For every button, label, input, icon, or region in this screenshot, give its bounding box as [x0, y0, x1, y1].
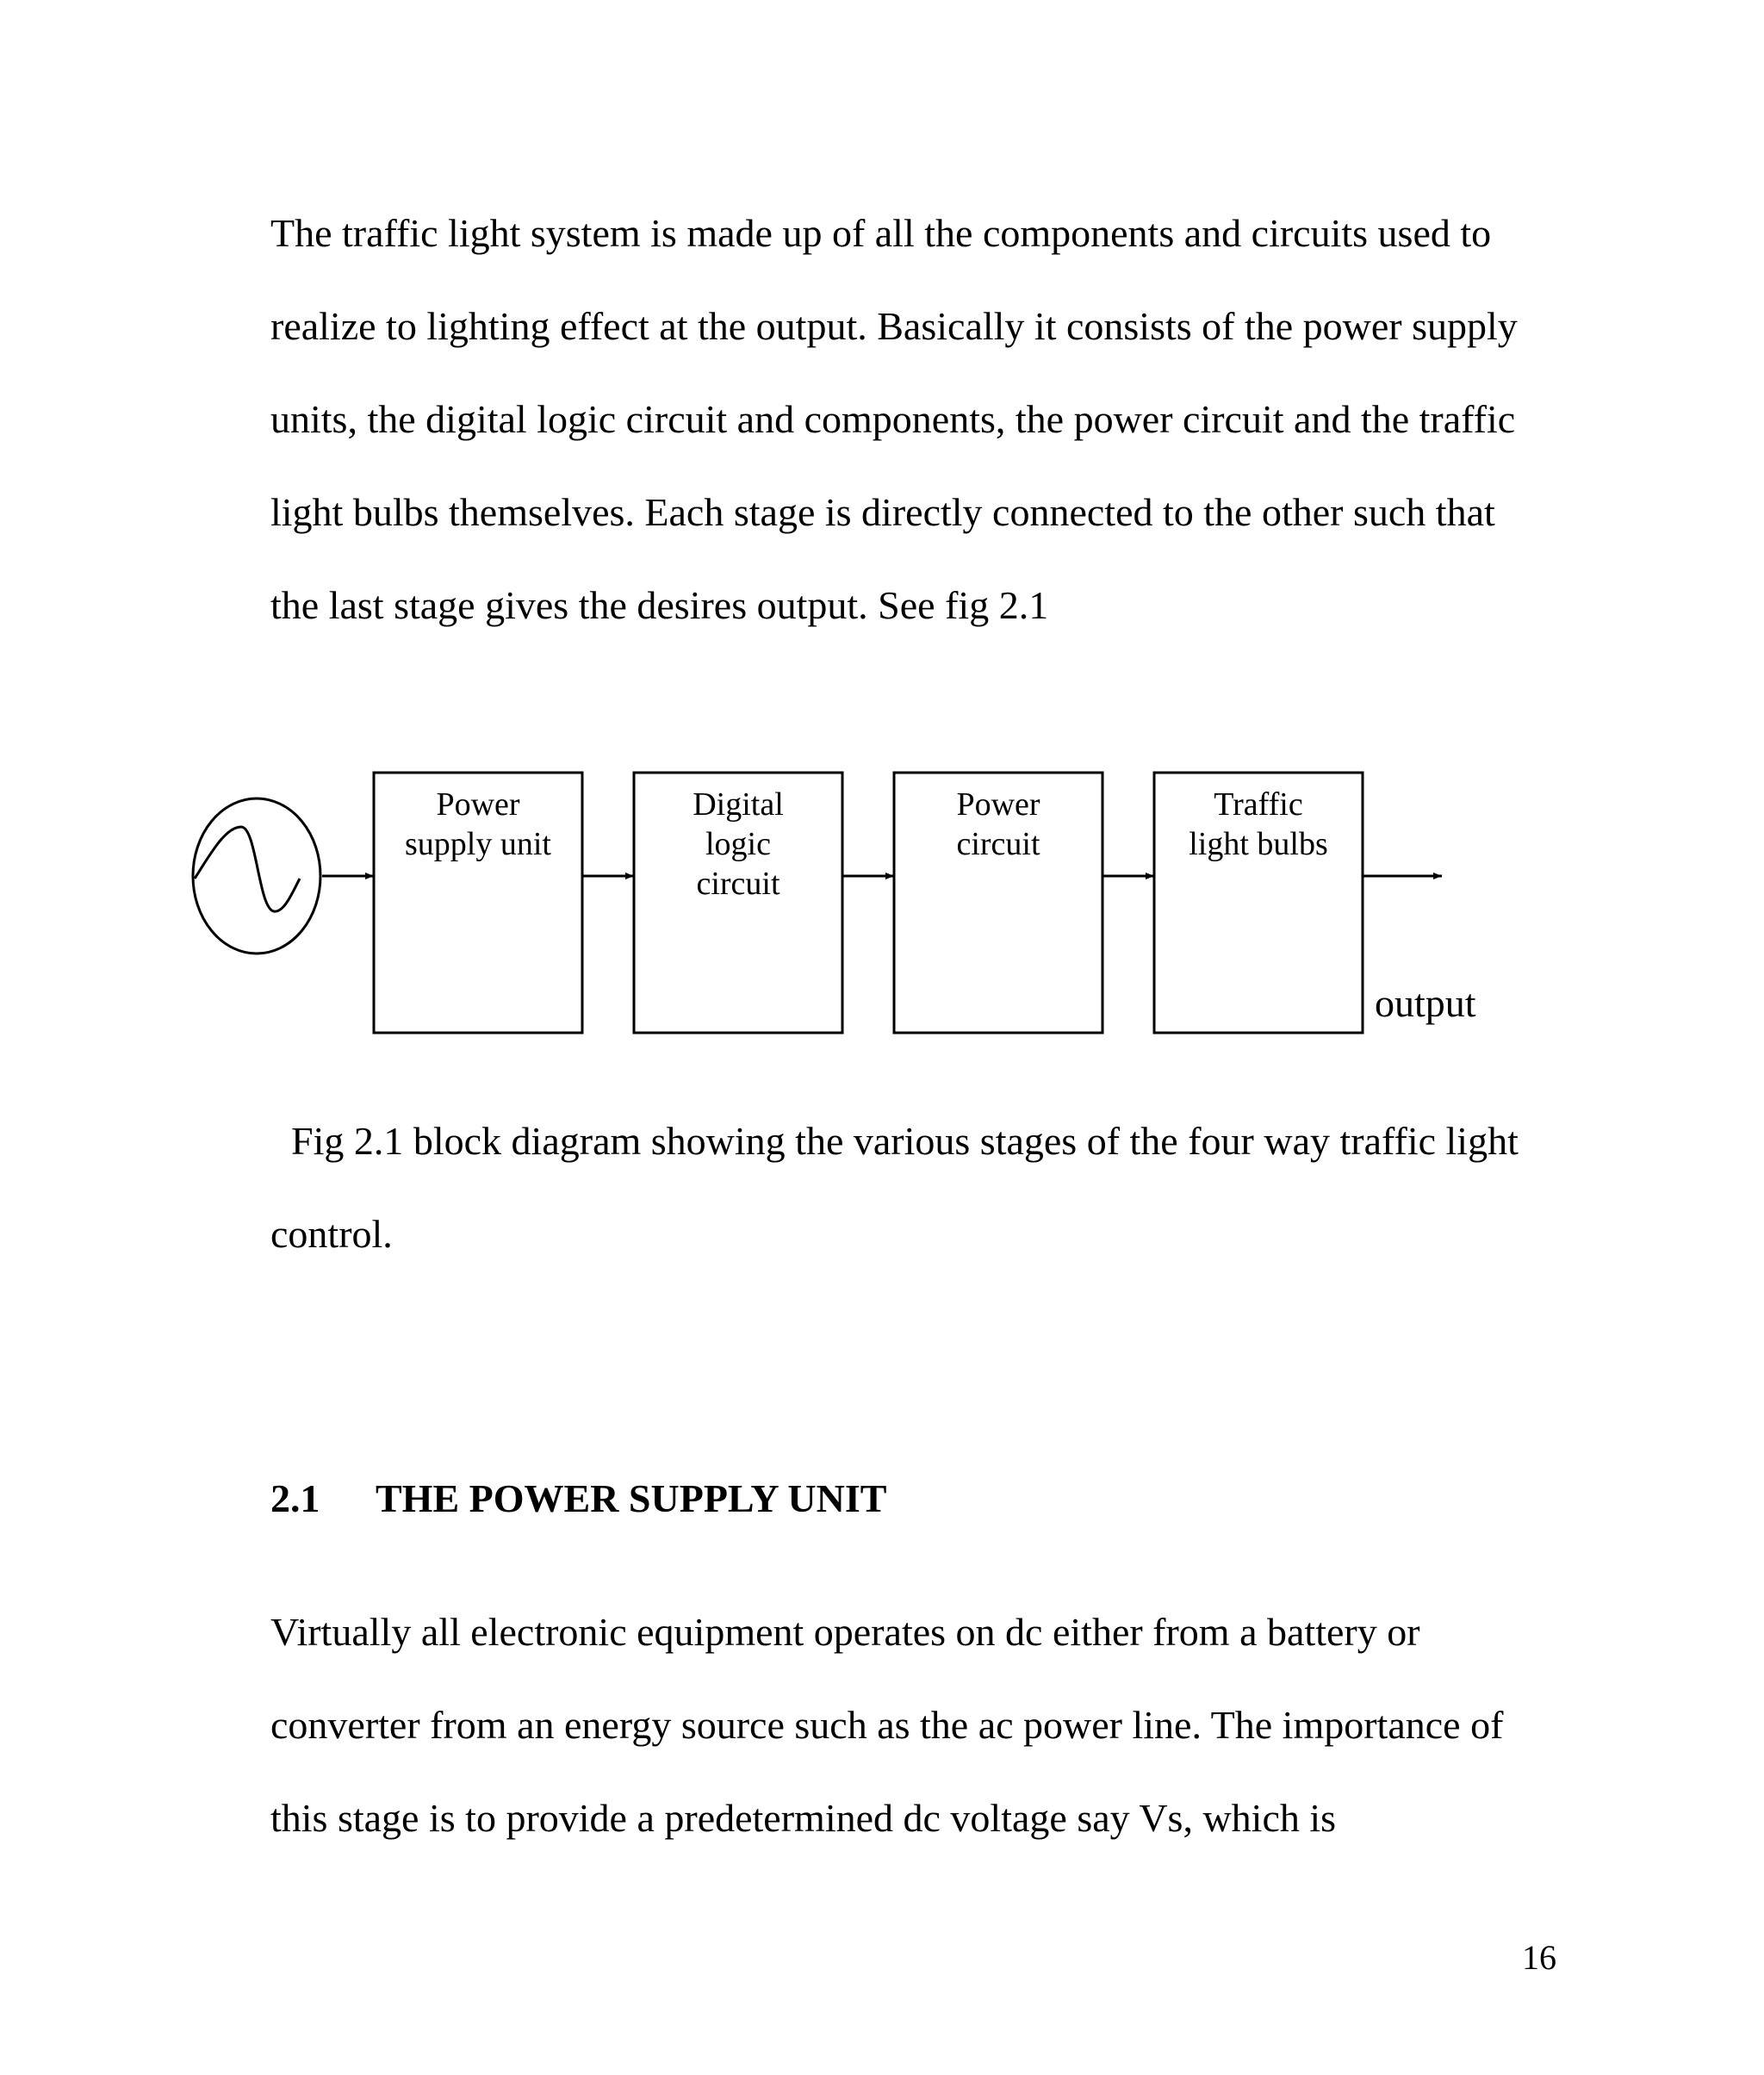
block-1-line-2: supply unit: [405, 826, 551, 862]
intro-line-1: The traffic light system is made up of all the components and circuits used to: [270, 211, 1492, 255]
block-power-circuit: [894, 773, 1102, 1033]
ac-source-icon: [193, 798, 320, 954]
block-4-line-2: light bulbs: [1189, 826, 1328, 862]
block-digital-logic-circuit: [634, 773, 842, 1033]
body-line-2: converter from an energy source such as the ac power line. The importance of: [270, 1703, 1504, 1747]
block-2-line-3: circuit: [696, 866, 780, 902]
block-2-line-1: Digital: [693, 786, 784, 823]
intro-line-5: the last stage gives the desires output. See fig 2.1: [270, 583, 1049, 627]
caption-line-2: control.: [270, 1212, 393, 1256]
block-4-line-1: Traffic: [1214, 786, 1303, 823]
body-line-1: Virtually all electronic equipment operates on dc either from a battery or: [270, 1610, 1420, 1654]
body-line-3: this stage is to provide a predetermined dc voltage say Vs, which is: [270, 1796, 1337, 1840]
block-1-line-1: Power: [436, 786, 520, 823]
section-heading: [270, 1476, 887, 1520]
block-traffic-light-bulbs: [1154, 773, 1363, 1033]
page-number: 16: [1522, 1938, 1556, 1977]
block-3-line-1: Power: [956, 786, 1040, 823]
section-number: 2.1: [270, 1476, 320, 1520]
intro-line-3: units, the digital logic circuit and components, the power circuit and the traffic: [270, 397, 1516, 441]
block-3-line-2: circuit: [956, 826, 1040, 862]
intro-line-4: light bulbs themselves. Each stage is directly connected to the other such that: [270, 490, 1495, 534]
caption-line-1: Fig 2.1 block diagram showing the various stages of the four way traffic light: [291, 1119, 1519, 1163]
intro-line-2: realize to lighting effect at the output. Basically it consists of the power supply: [270, 304, 1518, 348]
section-title: THE POWER SUPPLY UNIT: [376, 1476, 887, 1520]
block-2-line-2: logic: [705, 826, 771, 862]
block-power-supply-unit: [374, 773, 582, 1033]
output-label: output: [1375, 981, 1476, 1025]
